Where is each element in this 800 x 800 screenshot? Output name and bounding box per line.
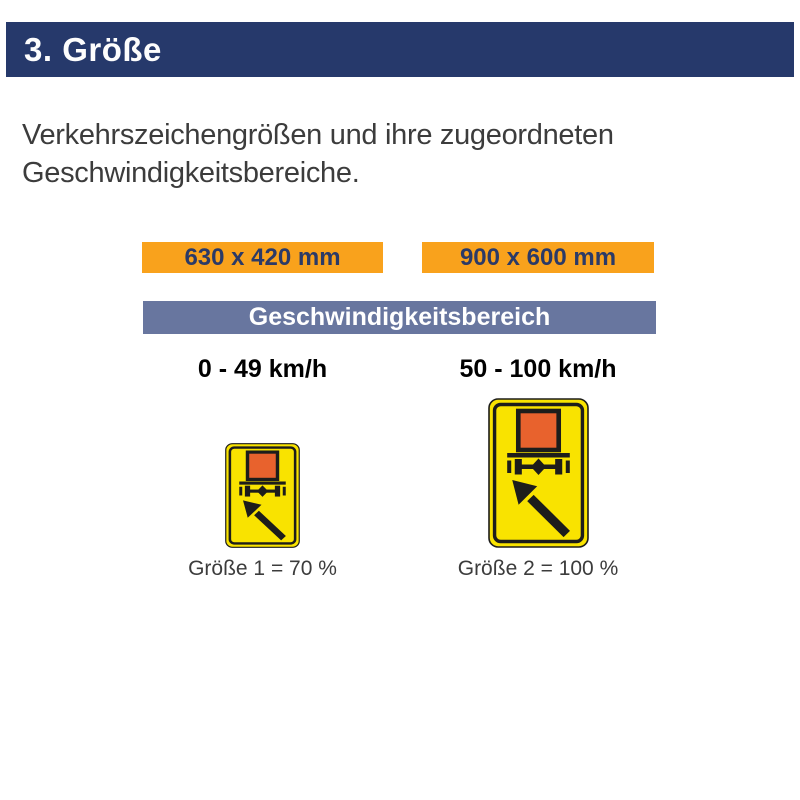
size-dimensions-badge: [422, 242, 654, 273]
speed-range-header-label: Geschwindigkeitsbereich: [248, 303, 551, 331]
size-dimensions-label: 900 x 600 mm: [459, 243, 617, 271]
speed-range-value: 0 - 49 km/h: [197, 354, 328, 383]
dangerous-goods-advance-direction-sign-icon: [488, 398, 589, 548]
size-column-1: [142, 242, 383, 581]
page-title: 3. Größe: [24, 30, 162, 68]
section-header-bar: [6, 22, 794, 77]
intro-paragraph: [22, 116, 614, 192]
dangerous-goods-advance-direction-sign-icon: [225, 443, 300, 548]
speed-range-value: 50 - 100 km/h: [459, 354, 617, 383]
sign-scale-caption: Größe 2 = 100 %: [457, 557, 619, 580]
size-column-2: [422, 242, 654, 581]
sign-scale-caption: Größe 1 = 70 %: [188, 557, 337, 580]
intro-line: Verkehrszeichengrößen und ihre zugeordneten: [22, 119, 614, 151]
size-dimensions-label: 630 x 420 mm: [184, 243, 341, 271]
size-dimensions-badge: [142, 242, 383, 273]
intro-line: Geschwindigkeitsbereiche.: [22, 157, 360, 189]
